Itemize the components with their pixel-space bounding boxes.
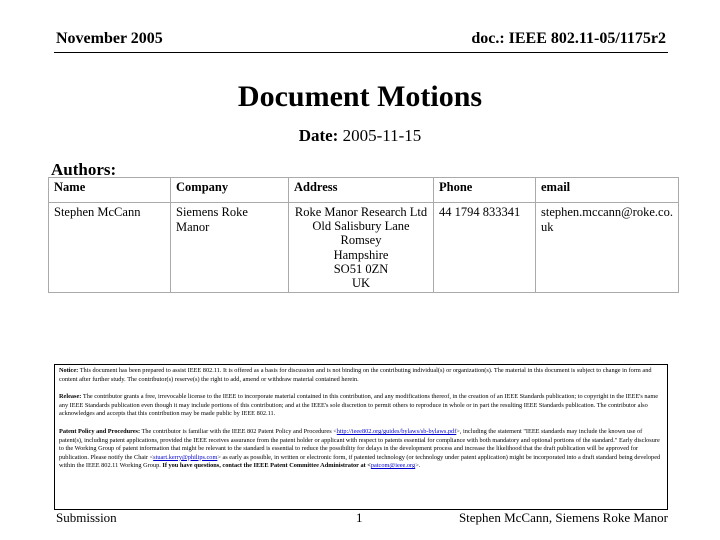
footer-submission: Submission bbox=[56, 510, 117, 525]
address-line: Hampshire bbox=[333, 247, 389, 262]
release-text: The contributor grants a free, irrevocable license to the IEEE to incorporate material contained in this contribution, and any modifications thereof, in the creation of an IEEE Standards publication; to copyright in the IEEE's name any IEEE Standards publication even though it may include portions of this contribution; and at the IEEE's sole discretion to permit others to reproduce in whole or in part the resulting IEEE Standards publication. The contributor also acknowledges and accepts that this contribution may be made public by IEEE 802.11. bbox=[59, 393, 659, 418]
author-email[interactable] bbox=[536, 203, 679, 293]
email-line: stephen.mccann@roke.co. bbox=[541, 205, 673, 219]
author-name: Stephen McCann bbox=[49, 203, 171, 293]
notice-paragraph bbox=[59, 367, 663, 384]
col-address-header: Address bbox=[289, 178, 434, 203]
date-label: Date: bbox=[298, 126, 339, 145]
document-date bbox=[0, 126, 720, 146]
footer-author: Stephen McCann, Siemens Roke Manor bbox=[458, 510, 668, 525]
notice-box bbox=[54, 364, 668, 510]
header-divider bbox=[54, 52, 668, 53]
patent-key: Patent Policy and Procedures: bbox=[59, 427, 141, 435]
header-date: November 2005 bbox=[56, 30, 163, 47]
release-paragraph bbox=[59, 393, 663, 419]
author-company: Siemens Roke Manor bbox=[171, 203, 289, 293]
address-line: SO51 0ZN bbox=[333, 261, 389, 276]
address-line: UK bbox=[351, 276, 371, 291]
patent-contact-text: If you have questions, contact the IEEE Patent Committee Administrator at < bbox=[162, 462, 371, 470]
email-line: uk bbox=[541, 220, 554, 234]
col-phone-header: Phone bbox=[434, 178, 536, 203]
patent-text: >, including the statement "IEEE standards may include the known use of patent(s), including patent applications, provided the IEEE receives assurance from the patent holder or applicant with respect to patents essential for compliance with both mandatory and optional portions of the standard." Early disclosure to the Working Group of patent information that might be relevant to the standard is essential to reduce the possibility for delays in the development process and increase the likelihood that the draft publication will be approved for publication. Please notify the Chair < bbox=[59, 427, 660, 461]
address-line: Old Salisbury Lane bbox=[312, 219, 410, 234]
table-header-row bbox=[49, 178, 679, 203]
author-phone: 44 1794 833341 bbox=[434, 203, 536, 293]
author-address bbox=[289, 203, 434, 293]
col-company-header: Company bbox=[171, 178, 289, 203]
authors-table bbox=[48, 177, 679, 293]
patent-text: >. bbox=[415, 462, 421, 470]
address-line: Roke Manor Research Ltd bbox=[294, 205, 428, 219]
release-key: Release: bbox=[59, 393, 82, 401]
table-row bbox=[49, 203, 679, 293]
patent-text: > as early as possible, in written or electronic form, if patented technology (or technology under patent application) might be incorporated into a draft standard being developed within the IEEE 802.11 Working Group. bbox=[59, 453, 661, 470]
patcom-email-link[interactable]: patcom@ieee.org bbox=[370, 462, 416, 470]
patent-text: The contributor is familiar with the IEEE 802 Patent Policy and Procedures < bbox=[141, 427, 337, 435]
col-name-header: Name bbox=[49, 178, 171, 203]
page-number: 1 bbox=[356, 510, 363, 525]
patent-policy-link[interactable]: http://ieee802.org/guides/bylaws/sb-bylaws.pdf bbox=[336, 427, 457, 435]
date-value: 2005-11-15 bbox=[342, 126, 422, 145]
chair-email-link[interactable]: stuart.kerry@philips.com bbox=[153, 453, 218, 461]
header-doc-id: doc.: IEEE 802.11-05/1175r2 bbox=[471, 30, 666, 47]
notice-text: This document has been prepared to assist IEEE 802.11. It is offered as a basis for discussion and is not binding on the contributing individual(s) or organization(s). The material in this document is subject to change in form and content after further study. The contributor(s) reserve(s) the right to add, amend or withdraw material contained herein. bbox=[59, 367, 652, 383]
address-line: Romsey bbox=[340, 233, 382, 248]
col-email-header: email bbox=[536, 178, 679, 203]
authors-heading: Authors: bbox=[51, 160, 117, 179]
patent-paragraph bbox=[59, 428, 663, 471]
notice-key: Notice: bbox=[59, 367, 79, 374]
page-title: Document Motions bbox=[237, 80, 483, 113]
